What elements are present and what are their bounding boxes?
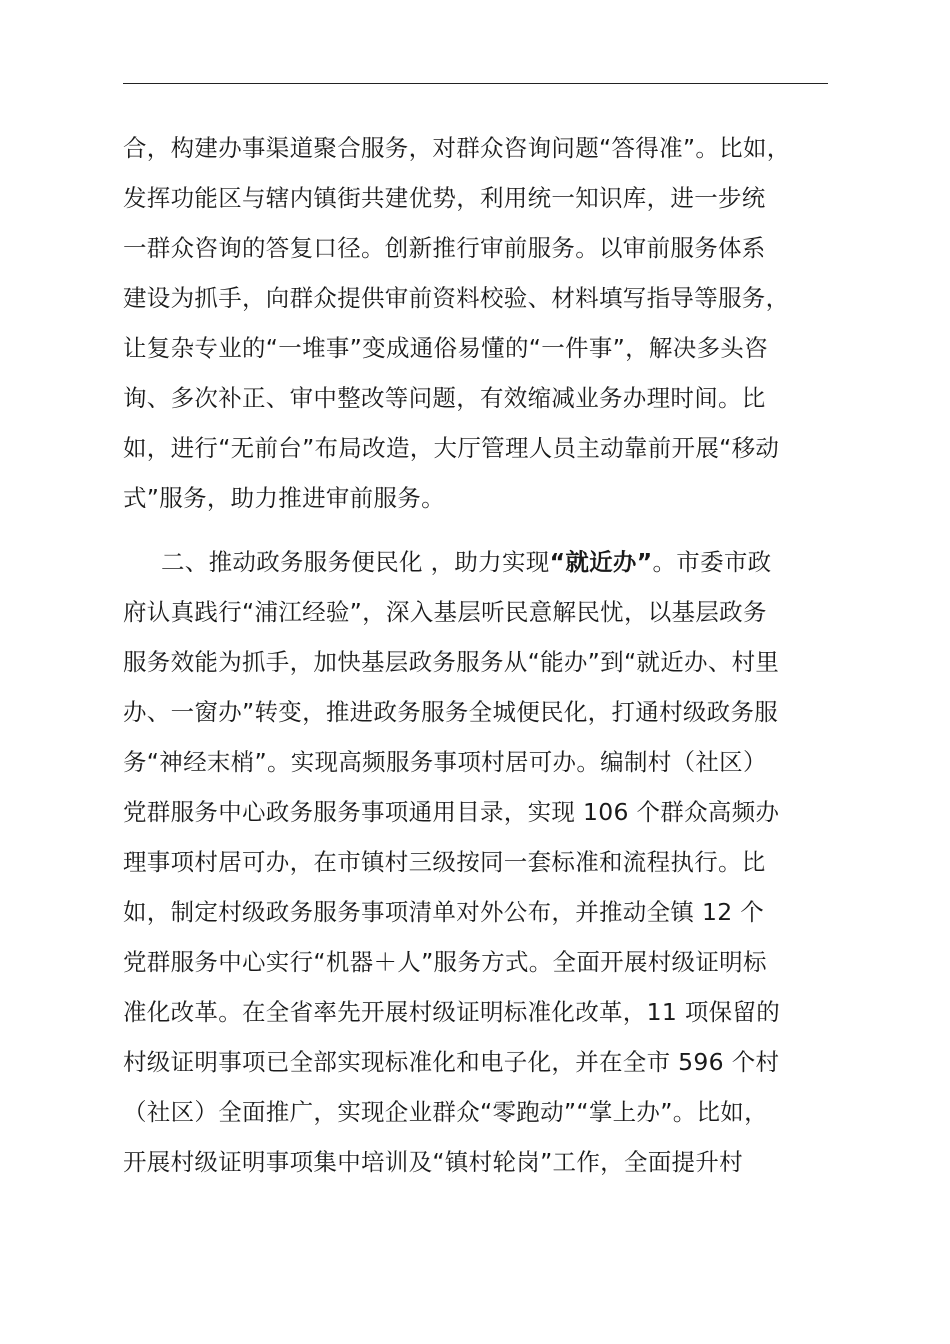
text-line: 一群众咨询的答复口径。创新推行审前服务。以审前服务体系: [123, 234, 766, 262]
text-line: 建设为抓手，向群众提供审前资料校验、材料填写指导等服务，: [123, 284, 790, 312]
text-line: 村级证明事项已全部实现标准化和电子化，并在全市 596 个村: [123, 1048, 780, 1076]
text-line: 发挥功能区与辖内镇街共建优势，利用统一知识库，进一步统: [123, 184, 766, 212]
header-rule: [123, 83, 828, 84]
text-line: 开展村级证明事项集中培训及“镇村轮岗”工作，全面提升村: [123, 1148, 743, 1176]
text-line: （社区）全面推广，实现企业群众“零跑动”“掌上办”。比如，: [123, 1098, 768, 1126]
text-line: 合，构建办事渠道聚合服务，对群众咨询问题“答得准”。比如，: [123, 134, 791, 162]
text-line: 党群服务中心实行“机器＋人”服务方式。全面开展村级证明标: [123, 948, 767, 976]
section-heading-emphasis: “就近办”: [549, 548, 653, 576]
text-line: 准化改革。在全省率先开展村级证明标准化改革，11 项保留的: [123, 998, 781, 1026]
document-body: [123, 128, 853, 1192]
paragraph-1: [123, 128, 853, 528]
text-line: 如，进行“无前台”布局改造，大厅管理人员主动靠前开展“移动: [123, 434, 780, 462]
text-line: 询、多次补正、审中整改等问题，有效缩减业务办理时间。比: [123, 384, 766, 412]
section-heading: 二、推动政务服务便民化 ，助力实现: [161, 548, 550, 576]
text-line: 党群服务中心政务服务事项通用目录，实现 106 个群众高频办: [123, 798, 780, 826]
paragraph-spacer: [123, 528, 853, 542]
paragraph-2: [123, 542, 853, 1192]
text-line: 式”服务，助力推进审前服务。: [123, 484, 445, 512]
text-line: 让复杂专业的“一堆事”变成通俗易懂的“一件事”，解决多头咨: [123, 334, 768, 362]
text-line: 办、一窗办”转变，推进政务服务全城便民化，打通村级政务服: [123, 698, 779, 726]
text-line: 如，制定村级政务服务事项清单对外公布，并推动全镇 12 个: [123, 898, 765, 926]
first-line-continuation: 。市委市政: [652, 548, 772, 576]
text-line: 务“神经末梢”。实现高频服务事项村居可办。编制村（社区）: [123, 748, 767, 776]
text-line: 服务效能为抓手，加快基层政务服务从“能办”到“就近办、村里: [123, 648, 780, 676]
text-line: 府认真践行“浦江经验”，深入基层听民意解民忧，以基层政务: [123, 598, 767, 626]
paragraph-2-first-line: [123, 542, 853, 592]
text-line: 理事项村居可办，在市镇村三级按同一套标准和流程执行。比: [123, 848, 766, 876]
